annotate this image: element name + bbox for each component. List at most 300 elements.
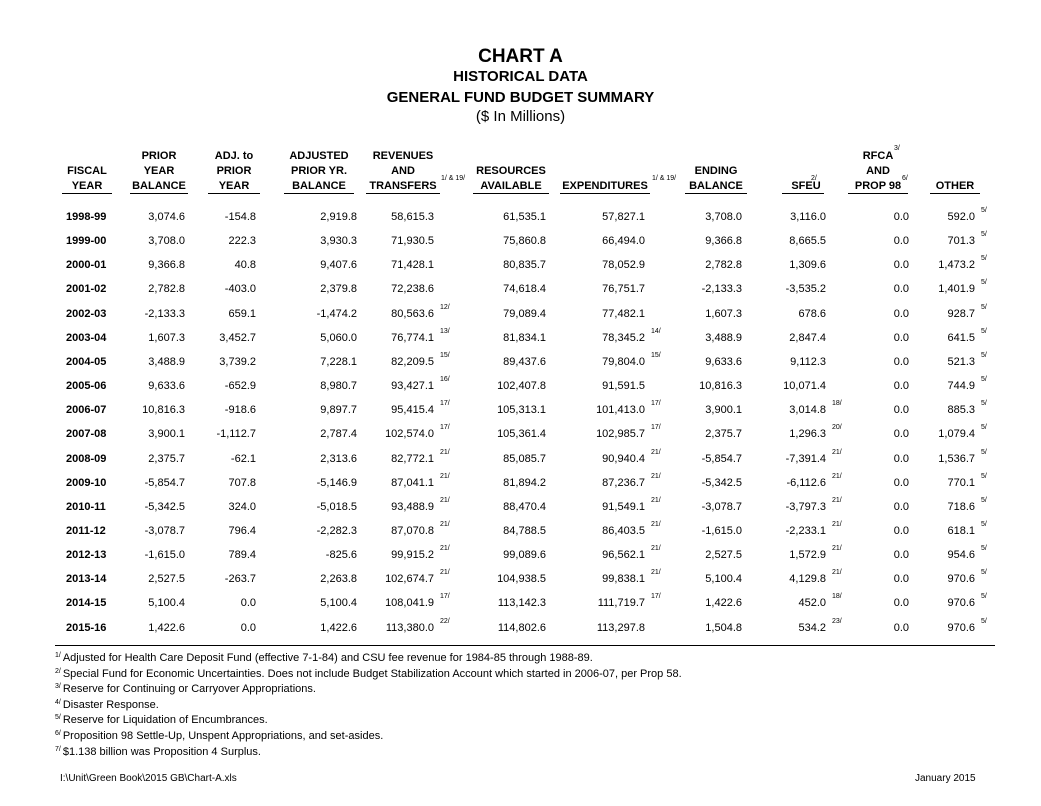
footnote-ref: 21/	[832, 497, 842, 504]
footnote-ref: 21/	[651, 521, 661, 528]
footnote-ref: 17/	[440, 593, 450, 600]
cell-other: 701.3	[947, 235, 975, 247]
cell-fiscal-year: 2002-03	[66, 308, 107, 320]
footnote	[55, 714, 268, 726]
cell-fiscal-year: 2004-05	[66, 356, 107, 368]
cell-rfca-prop98: 0.0	[893, 477, 909, 489]
cell-prior-year-balance: -5,854.7	[144, 477, 185, 489]
cell-adjusted-prior-balance: -2,282.3	[316, 525, 357, 537]
cell-revenues-transfers: 82,209.5	[391, 356, 434, 368]
cell-rfca-prop98: 0.0	[893, 356, 909, 368]
cell-prior-year-balance: -2,133.3	[144, 308, 185, 320]
cell-other: 641.5	[947, 332, 975, 344]
cell-revenues-transfers: 87,070.8	[391, 525, 434, 537]
cell-other: 1,401.9	[938, 283, 975, 295]
cell-revenues-transfers: 87,041.1	[391, 477, 434, 489]
cell-revenues-transfers: 99,915.2	[391, 549, 434, 561]
cell-adj-prior-year: -154.8	[224, 211, 256, 223]
table-row	[0, 255, 1041, 283]
header-other: OTHER	[935, 180, 975, 192]
cell-revenues-transfers: 113,380.0	[385, 622, 434, 634]
footnote-ref: 17/	[440, 424, 450, 431]
cell-expenditures: 87,236.7	[602, 477, 645, 489]
cell-rfca-prop98: 0.0	[893, 332, 909, 344]
cell-ending-balance: 3,488.9	[705, 332, 742, 344]
footnote-ref: 21/	[440, 521, 450, 528]
cell-sfeu: -3,797.3	[785, 501, 826, 513]
footnote-ref: 22/	[440, 618, 450, 625]
cell-revenues-transfers: 93,488.9	[391, 501, 434, 513]
cell-adj-prior-year: 789.4	[228, 549, 256, 561]
cell-ending-balance: 3,900.1	[705, 404, 742, 416]
cell-fiscal-year: 2014-15	[66, 597, 107, 609]
cell-adjusted-prior-balance: 2,263.8	[320, 573, 357, 585]
footnote-ref: 5/	[981, 207, 987, 214]
cell-sfeu: 2,847.4	[789, 332, 826, 344]
cell-ending-balance: -3,078.7	[701, 501, 742, 513]
header-revenues-note: 1/ & 19/	[441, 175, 466, 182]
footnote-ref: 5/	[981, 569, 987, 576]
cell-resources-available: 99,089.6	[503, 549, 546, 561]
cell-sfeu: 8,665.5	[789, 235, 826, 247]
cell-resources-available: 105,313.1	[497, 404, 546, 416]
footnote-ref: 12/	[440, 304, 450, 311]
footnote-mark: 3/	[55, 683, 61, 691]
footnote-ref: 5/	[981, 497, 987, 504]
header-underline	[560, 193, 650, 194]
footnote-ref: 21/	[651, 569, 661, 576]
cell-adjusted-prior-balance: 2,313.6	[320, 453, 357, 465]
footnote-ref: 17/	[440, 400, 450, 407]
footnote-ref: 21/	[832, 569, 842, 576]
cell-fiscal-year: 1998-99	[66, 211, 107, 223]
cell-rfca-prop98: 0.0	[893, 597, 909, 609]
cell-adj-prior-year: 796.4	[228, 525, 256, 537]
header-underline	[284, 193, 354, 194]
footnote-ref: 23/	[832, 618, 842, 625]
footnote-mark: 7/	[55, 745, 61, 753]
cell-sfeu: 452.0	[798, 597, 826, 609]
cell-prior-year-balance: 1,422.6	[148, 622, 185, 634]
cell-resources-available: 79,089.4	[503, 308, 546, 320]
cell-expenditures: 86,403.5	[602, 525, 645, 537]
subtitle-historical-data: HISTORICAL DATA	[453, 68, 588, 85]
cell-ending-balance: 10,816.3	[699, 380, 742, 392]
cell-other: 744.9	[947, 380, 975, 392]
cell-ending-balance: 1,504.8	[705, 622, 742, 634]
table-row	[0, 593, 1041, 621]
cell-expenditures: 101,413.0	[596, 404, 645, 416]
cell-adjusted-prior-balance: -1,474.2	[316, 308, 357, 320]
footnote-ref: 5/	[981, 328, 987, 335]
cell-rfca-prop98: 0.0	[893, 549, 909, 561]
footnote-mark: 2/	[55, 667, 61, 675]
cell-resources-available: 88,470.4	[503, 501, 546, 513]
header-expenditures: EXPENDITURES	[562, 180, 648, 192]
cell-adj-prior-year: 0.0	[240, 622, 256, 634]
cell-expenditures: 91,549.1	[602, 501, 645, 513]
cell-sfeu: 4,129.8	[789, 573, 826, 585]
table-row	[0, 279, 1041, 307]
cell-rfca-prop98: 0.0	[893, 428, 909, 440]
chart-title: CHART A	[478, 46, 563, 67]
cell-ending-balance: 1,607.3	[705, 308, 742, 320]
cell-adj-prior-year: 324.0	[228, 501, 256, 513]
cell-other: 521.3	[947, 356, 975, 368]
footnote	[55, 668, 682, 680]
footnote-ref: 15/	[651, 352, 661, 359]
cell-rfca-prop98: 0.0	[893, 259, 909, 271]
cell-fiscal-year: 2015-16	[66, 622, 107, 634]
footnote-text: Special Fund for Economic Uncertainties. Does not include Budget Stabilization Account which started in 2006-07, per Prop 58.	[62, 667, 682, 680]
footnote-ref: 21/	[832, 449, 842, 456]
cell-prior-year-balance: -3,078.7	[144, 525, 185, 537]
cell-revenues-transfers: 93,427.1	[391, 380, 434, 392]
footnote-ref: 21/	[440, 449, 450, 456]
cell-expenditures: 102,985.7	[596, 428, 645, 440]
footnote-mark: 6/	[55, 730, 61, 737]
cell-rfca-prop98: 0.0	[893, 573, 909, 585]
header-expenditures-note: 1/ & 19/	[652, 175, 677, 182]
table-row	[0, 473, 1041, 501]
footnote-ref: 5/	[981, 352, 987, 359]
cell-fiscal-year: 2005-06	[66, 380, 107, 392]
footnote-ref: 17/	[651, 593, 661, 600]
footnote-ref: 5/	[981, 424, 987, 431]
cell-resources-available: 81,894.2	[503, 477, 546, 489]
cell-sfeu: 3,014.8	[789, 404, 826, 416]
footnote-ref: 21/	[440, 473, 450, 480]
cell-adj-prior-year: 40.8	[234, 259, 256, 271]
cell-fiscal-year: 2011-12	[66, 525, 106, 537]
header-adj-prior-year: ADJ. to PRIOR YEAR	[214, 150, 254, 192]
cell-fiscal-year: 2010-11	[66, 501, 106, 513]
cell-ending-balance: 9,366.8	[705, 235, 742, 247]
cell-adjusted-prior-balance: 2,379.8	[320, 283, 357, 295]
cell-expenditures: 96,562.1	[602, 549, 645, 561]
cell-resources-available: 75,860.8	[503, 235, 546, 247]
header-underline	[366, 193, 440, 194]
cell-resources-available: 89,437.6	[503, 356, 546, 368]
footnote-ref: 21/	[651, 545, 661, 552]
cell-revenues-transfers: 71,428.1	[391, 259, 434, 271]
header-underline	[208, 193, 260, 194]
cell-prior-year-balance: 9,366.8	[148, 259, 185, 271]
header-prop98-note: 6/	[902, 175, 908, 182]
cell-adj-prior-year: 222.3	[228, 235, 256, 247]
footnote-mark: 1/	[55, 652, 61, 659]
cell-fiscal-year: 2000-01	[66, 259, 107, 271]
cell-ending-balance: -1,615.0	[701, 525, 742, 537]
footnote-ref: 21/	[651, 449, 661, 456]
footnote-ref: 21/	[651, 473, 661, 480]
cell-adjusted-prior-balance: -825.6	[325, 549, 357, 561]
cell-expenditures: 111,719.7	[597, 597, 645, 609]
table-row	[0, 328, 1041, 356]
footnote-ref: 21/	[440, 497, 450, 504]
cell-resources-available: 85,085.7	[503, 453, 546, 465]
cell-other: 1,473.2	[938, 259, 975, 271]
footnote-ref: 5/	[981, 593, 987, 600]
cell-prior-year-balance: 3,900.1	[148, 428, 185, 440]
header-rfca-note: 3/	[894, 145, 900, 152]
cell-other: 1,536.7	[938, 453, 975, 465]
cell-prior-year-balance: -5,342.5	[144, 501, 185, 513]
cell-expenditures: 66,494.0	[602, 235, 645, 247]
cell-rfca-prop98: 0.0	[893, 308, 909, 320]
footnote-ref: 5/	[981, 255, 987, 262]
footnote-ref: 21/	[440, 545, 450, 552]
cell-sfeu: -7,391.4	[785, 453, 826, 465]
cell-other: 718.6	[947, 501, 975, 513]
cell-other: 928.7	[947, 308, 975, 320]
footnote-ref: 21/	[440, 569, 450, 576]
cell-ending-balance: -5,342.5	[701, 477, 742, 489]
footnote	[55, 699, 159, 711]
cell-adj-prior-year: -652.9	[224, 380, 256, 392]
cell-expenditures: 79,804.0	[602, 356, 645, 368]
footnote-text: Reserve for Continuing or Carryover Appropriations.	[62, 683, 316, 696]
footnote-ref: 21/	[651, 497, 661, 504]
cell-adjusted-prior-balance: -5,018.5	[316, 501, 357, 513]
cell-other: 970.6	[947, 622, 975, 634]
cell-expenditures: 91,591.5	[602, 380, 645, 392]
table-bottom-rule	[55, 645, 995, 646]
footnote-ref: 5/	[981, 521, 987, 528]
footnote-ref: 17/	[651, 424, 661, 431]
cell-adjusted-prior-balance: 2,919.8	[320, 211, 357, 223]
cell-adjusted-prior-balance: 8,980.7	[320, 380, 357, 392]
header-underline	[685, 193, 747, 194]
cell-revenues-transfers: 58,615.3	[391, 211, 434, 223]
cell-adj-prior-year: 0.0	[240, 597, 256, 609]
cell-adj-prior-year: 3,452.7	[219, 332, 256, 344]
table-row	[0, 231, 1041, 259]
cell-sfeu: -6,112.6	[786, 477, 826, 489]
footnote-text: Reserve for Liquidation of Encumbrances.	[62, 714, 268, 727]
footnote-ref: 5/	[981, 304, 987, 311]
cell-resources-available: 114,802.6	[497, 622, 546, 634]
cell-adjusted-prior-balance: -5,146.9	[316, 477, 357, 489]
footnote-ref: 5/	[981, 473, 987, 480]
cell-ending-balance: -5,854.7	[701, 453, 742, 465]
footnote-ref: 13/	[440, 328, 450, 335]
cell-resources-available: 113,142.3	[497, 597, 546, 609]
header-rfca-prop98: RFCA AND PROP 98	[854, 150, 902, 192]
cell-fiscal-year: 2001-02	[66, 283, 107, 295]
footnote-ref: 20/	[832, 424, 842, 431]
cell-adjusted-prior-balance: 2,787.4	[320, 428, 357, 440]
cell-other: 770.1	[947, 477, 975, 489]
cell-resources-available: 74,618.4	[503, 283, 546, 295]
cell-other: 970.6	[947, 573, 975, 585]
cell-adjusted-prior-balance: 5,060.0	[320, 332, 357, 344]
cell-fiscal-year: 2009-10	[66, 477, 107, 489]
cell-ending-balance: 2,375.7	[705, 428, 742, 440]
cell-fiscal-year: 2008-09	[66, 453, 107, 465]
cell-sfeu: 3,116.0	[790, 211, 826, 223]
table-row	[0, 449, 1041, 477]
footnote	[55, 746, 261, 758]
cell-expenditures: 57,827.1	[602, 211, 645, 223]
table-row	[0, 618, 1041, 646]
cell-ending-balance: 9,633.6	[705, 356, 742, 368]
cell-other: 592.0	[947, 211, 975, 223]
cell-adj-prior-year: -62.1	[230, 453, 256, 465]
cell-ending-balance: 2,527.5	[705, 549, 742, 561]
file-path: I:\Unit\Green Book\2015 GB\Chart-A.xls	[60, 773, 237, 784]
cell-adjusted-prior-balance: 5,100.4	[320, 597, 357, 609]
footnote-mark: 5/	[55, 714, 61, 722]
cell-fiscal-year: 2012-13	[66, 549, 107, 561]
cell-adjusted-prior-balance: 9,407.6	[320, 259, 357, 271]
cell-adj-prior-year: -918.6	[224, 404, 256, 416]
header-fiscal-year: FISCAL YEAR	[67, 165, 107, 192]
cell-ending-balance: 1,422.6	[705, 597, 742, 609]
cell-other: 1,079.4	[938, 428, 975, 440]
footnote-ref: 18/	[832, 400, 842, 407]
footnote-text: $1.138 billion was Proposition 4 Surplus.	[62, 745, 261, 758]
cell-sfeu: 1,309.6	[789, 259, 826, 271]
cell-sfeu: 10,071.4	[783, 380, 826, 392]
cell-resources-available: 104,938.5	[497, 573, 546, 585]
footnote-text: Adjusted for Health Care Deposit Fund (effective 7-1-84) and CSU fee revenue for 1984-85 through 1988-89.	[62, 652, 593, 664]
header-resources-available: RESOURCES AVAILABLE	[476, 165, 546, 192]
cell-sfeu: 1,572.9	[789, 549, 826, 561]
cell-resources-available: 102,407.8	[497, 380, 546, 392]
cell-revenues-transfers: 108,041.9	[385, 597, 434, 609]
cell-expenditures: 99,838.1	[602, 573, 645, 585]
footnote-ref: 5/	[981, 279, 987, 286]
cell-rfca-prop98: 0.0	[893, 501, 909, 513]
footnote-ref: 15/	[440, 352, 450, 359]
cell-adjusted-prior-balance: 3,930.3	[320, 235, 357, 247]
cell-other: 618.1	[947, 525, 975, 537]
cell-prior-year-balance: 2,527.5	[148, 573, 185, 585]
footnote-ref: 21/	[832, 521, 842, 528]
cell-adj-prior-year: 3,739.2	[219, 356, 256, 368]
cell-prior-year-balance: 9,633.6	[148, 380, 185, 392]
cell-resources-available: 105,361.4	[497, 428, 546, 440]
cell-fiscal-year: 2003-04	[66, 332, 107, 344]
cell-prior-year-balance: 3,488.9	[148, 356, 185, 368]
header-underline	[848, 193, 908, 194]
footnote-ref: 16/	[440, 376, 450, 383]
header-prior-year-balance: PRIOR YEAR BALANCE	[132, 150, 186, 192]
cell-sfeu: -3,535.2	[785, 283, 826, 295]
subtitle-units: ($ In Millions)	[475, 108, 566, 125]
footnote-ref: 5/	[981, 376, 987, 383]
cell-prior-year-balance: 1,607.3	[148, 332, 185, 344]
cell-adj-prior-year: -263.7	[224, 573, 256, 585]
table-row	[0, 497, 1041, 525]
cell-rfca-prop98: 0.0	[893, 211, 909, 223]
header-underline	[473, 193, 549, 194]
cell-rfca-prop98: 0.0	[893, 235, 909, 247]
cell-sfeu: -2,233.1	[785, 525, 826, 537]
cell-revenues-transfers: 82,772.1	[391, 453, 434, 465]
cell-rfca-prop98: 0.0	[893, 453, 909, 465]
cell-fiscal-year: 1999-00	[66, 235, 107, 247]
cell-revenues-transfers: 102,674.7	[385, 573, 434, 585]
cell-revenues-transfers: 72,238.6	[391, 283, 434, 295]
subtitle-budget-summary: GENERAL FUND BUDGET SUMMARY	[386, 89, 655, 106]
cell-sfeu: 9,112.3	[790, 356, 826, 368]
cell-expenditures: 78,052.9	[602, 259, 645, 271]
cell-prior-year-balance: 5,100.4	[148, 597, 185, 609]
footnote-ref: 18/	[832, 593, 842, 600]
footnote-ref: 5/	[981, 400, 987, 407]
cell-adjusted-prior-balance: 9,897.7	[320, 404, 357, 416]
cell-rfca-prop98: 0.0	[893, 283, 909, 295]
table-row	[0, 304, 1041, 332]
cell-adj-prior-year: -1,112.7	[216, 428, 256, 440]
header-underline	[130, 193, 188, 194]
table-row	[0, 352, 1041, 380]
footnote-text: Disaster Response.	[62, 698, 159, 711]
footnote	[55, 652, 593, 664]
cell-fiscal-year: 2013-14	[66, 573, 107, 585]
cell-resources-available: 84,788.5	[503, 525, 546, 537]
cell-fiscal-year: 2006-07	[66, 404, 107, 416]
footnote	[55, 683, 316, 695]
header-ending-balance: ENDING BALANCE	[689, 165, 743, 192]
header-adjusted-prior-yr-balance: ADJUSTED PRIOR YR. BALANCE	[289, 150, 349, 192]
header-underline	[62, 193, 112, 194]
footnote-ref: 14/	[651, 328, 661, 335]
cell-resources-available: 80,835.7	[503, 259, 546, 271]
cell-expenditures: 90,940.4	[602, 453, 645, 465]
footnote-text: Proposition 98 Settle-Up, Unspent Appropriations, and set-asides.	[62, 730, 384, 742]
cell-prior-year-balance: 2,375.7	[148, 453, 185, 465]
cell-prior-year-balance: 10,816.3	[142, 404, 185, 416]
header-underline	[930, 193, 980, 194]
cell-expenditures: 76,751.7	[602, 283, 645, 295]
header-sfeu: SFEU	[791, 180, 821, 192]
cell-expenditures: 78,345.2	[602, 332, 645, 344]
table-row	[0, 424, 1041, 452]
cell-other: 970.6	[947, 597, 975, 609]
cell-revenues-transfers: 76,774.1	[391, 332, 434, 344]
footnote-ref: 5/	[981, 449, 987, 456]
cell-revenues-transfers: 95,415.4	[391, 404, 434, 416]
table-row	[0, 207, 1041, 235]
footnote-mark: 4/	[55, 698, 61, 706]
table-row	[0, 376, 1041, 404]
header-revenues-transfers: REVENUES AND TRANSFERS	[369, 150, 437, 192]
cell-sfeu: 1,296.3	[789, 428, 826, 440]
cell-fiscal-year: 2007-08	[66, 428, 107, 440]
header-underline	[782, 193, 824, 194]
table-row	[0, 521, 1041, 549]
cell-rfca-prop98: 0.0	[893, 404, 909, 416]
cell-prior-year-balance: 2,782.8	[148, 283, 185, 295]
cell-rfca-prop98: 0.0	[893, 380, 909, 392]
table-row	[0, 400, 1041, 428]
table-row	[0, 545, 1041, 573]
cell-rfca-prop98: 0.0	[893, 622, 909, 634]
cell-ending-balance: -2,133.3	[701, 283, 742, 295]
cell-prior-year-balance: 3,708.0	[148, 235, 185, 247]
cell-ending-balance: 5,100.4	[705, 573, 742, 585]
cell-sfeu: 534.2	[798, 622, 826, 634]
footnote-ref: 21/	[832, 545, 842, 552]
cell-adjusted-prior-balance: 7,228.1	[320, 356, 357, 368]
cell-revenues-transfers: 102,574.0	[385, 428, 434, 440]
cell-resources-available: 61,535.1	[503, 211, 546, 223]
cell-prior-year-balance: -1,615.0	[144, 549, 185, 561]
footnote	[55, 730, 383, 742]
